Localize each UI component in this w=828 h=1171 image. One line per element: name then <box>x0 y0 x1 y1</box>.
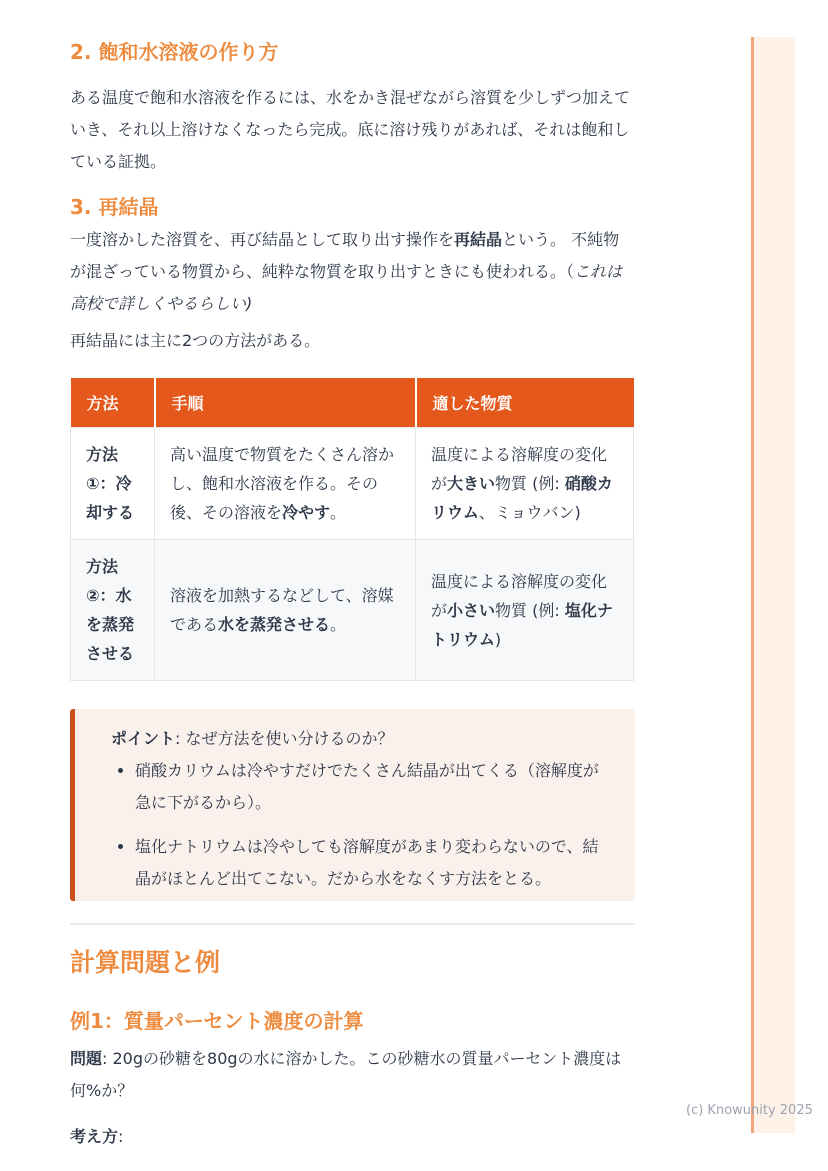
paragraph-two-methods: 再結晶には主に2つの方法がある。 <box>70 331 321 350</box>
paragraph-approach: 考え方: <box>70 1127 124 1146</box>
table-row <box>71 540 634 681</box>
calc-section-heading: 計算問題と例 <box>70 948 221 977</box>
column-header-method: 方法 <box>71 378 155 428</box>
callout-bullet: • 硝酸カリウムは冷やすだけでたくさん結晶が出てくる（溶解度が急に下がるから）。 <box>135 755 605 819</box>
table-header-row <box>71 378 634 428</box>
cell-substance-1: 温度による溶解度の変化が大きい物質 (例: 硝酸カリウム、ミョウバン) <box>416 428 634 540</box>
column-header-substance: 適した物質 <box>416 378 634 428</box>
cell-substance-2: 温度による溶解度の変化が小さい物質 (例: 塩化ナトリウム) <box>416 540 634 681</box>
callout-bullet-list <box>111 755 605 895</box>
table-row <box>71 428 634 540</box>
page-side-strip <box>751 37 795 1133</box>
copyright-watermark: (c) Knowunity 2025 <box>686 1103 813 1118</box>
cell-method-1: 方法①：冷却する <box>71 428 155 540</box>
section-divider <box>70 923 635 925</box>
example1-heading: 例1：質量パーセント濃度の計算 <box>70 1009 364 1033</box>
cell-procedure-2: 溶液を加熱するなどして、溶媒である水を蒸発させる。 <box>155 540 416 681</box>
paragraph-recrystallization: 一度溶かした溶質を、再び結晶として取り出す操作を再結晶という。 不純物が混ざっている物質から、純粋な物質を取り出すときにも使われる。（これは高校で詳しくやるらしい) <box>70 230 623 313</box>
callout-lead: ポイント: なぜ方法を使い分けるのか？ <box>111 729 394 748</box>
methods-table-header <box>71 378 634 428</box>
methods-table <box>70 378 634 681</box>
section-heading-saturated-solution: 2. 飽和水溶液の作り方 <box>70 40 279 64</box>
column-header-procedure: 手順 <box>155 378 416 428</box>
cell-procedure-1: 高い温度で物質をたくさん溶かし、飽和水溶液を作る。その後、その溶液を冷やす。 <box>155 428 416 540</box>
point-callout <box>70 709 635 901</box>
section-heading-recrystallization: 3. 再結晶 <box>70 195 159 219</box>
document-content <box>70 0 635 1153</box>
paragraph-problem: 問題: 20gの砂糖を80gの水に溶かした。この砂糖水の質量パーセント濃度は何%か？ <box>70 1049 622 1100</box>
callout-bullet: • 塩化ナトリウムは冷やしても溶解度があまり変わらないので、結晶がほとんど出てこない。だから水をなくす方法をとる。 <box>135 831 605 895</box>
cell-method-2: 方法②：水を蒸発させる <box>71 540 155 681</box>
paragraph-saturated-solution: ある温度で飽和水溶液を作るには、水をかき混ぜながら溶質を少しずつ加えていき、それ以上溶けなくなったら完成。底に溶け残りがあれば、それは飽和している証拠。 <box>70 88 631 171</box>
